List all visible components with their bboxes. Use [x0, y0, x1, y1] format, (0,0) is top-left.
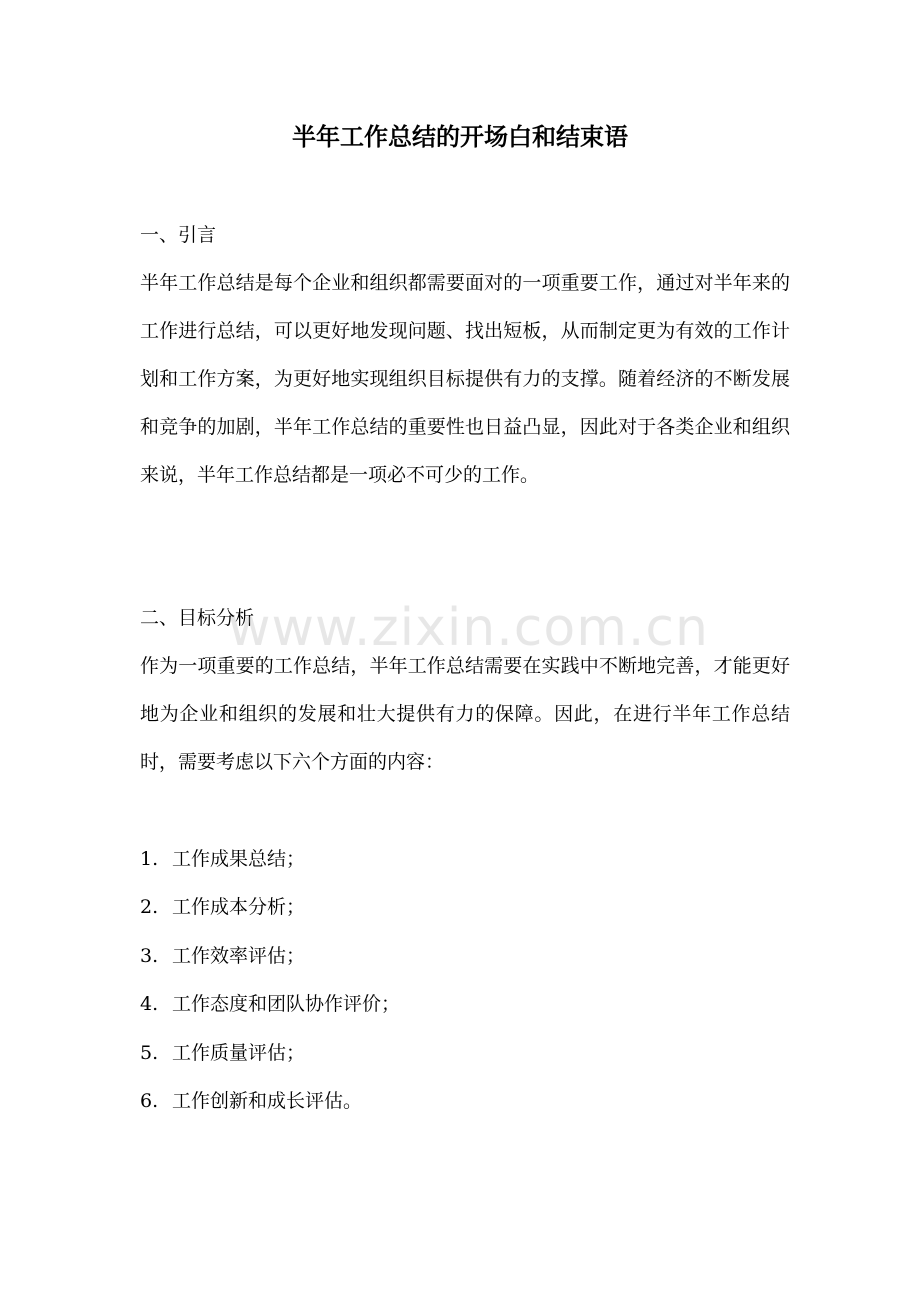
- document-title: 半年工作总结的开场白和结束语: [292, 122, 628, 151]
- list-text: 工作创新和成长评估。: [172, 1090, 363, 1113]
- list-number: 5.: [140, 1041, 159, 1064]
- list-text: 工作成果总结；: [172, 848, 306, 870]
- list-number: 4.: [140, 993, 159, 1016]
- section-heading: 二、目标分析: [140, 607, 255, 629]
- list-item: [140, 932, 790, 980]
- list-number: 1.: [140, 848, 159, 870]
- aspect-list: [140, 835, 790, 1125]
- list-text: 工作态度和团队协作评价；: [172, 993, 401, 1016]
- list-item: [140, 883, 790, 931]
- list-number: 6.: [140, 1090, 159, 1113]
- section-goal-analysis: [140, 594, 790, 786]
- list-text: 工作效率评估；: [172, 944, 306, 967]
- section-paragraph: 作为一项重要的工作总结，半年工作总结需要在实践中不断地完善，才能更好地为企业和组织的发展和壮大提供有力的保障。因此，在进行半年工作总结时，需要考虑以下六个方面的内容：: [140, 655, 790, 773]
- list-item: [140, 980, 790, 1028]
- section-paragraph: 半年工作总结是每个企业和组织都需要面对的一项重要工作，通过对半年来的工作进行总结，可以更好地发现问题、找出短板，从而制定更为有效的工作计划和工作方案，为更好地实现组织目标提供有力的支撑。随着经济的不断发展和竞争的加剧，半年工作总结的重要性也日益凸显，因此对于各类企业和组织来说，半年工作总结都是一项必不可少的工作。: [140, 272, 790, 486]
- section-heading: 一、引言: [140, 224, 217, 246]
- list-number: 3.: [140, 944, 159, 967]
- list-text: 工作成本分析；: [172, 896, 306, 919]
- watermark: www.zixin.com.cn: [228, 598, 709, 658]
- list-item: [140, 1077, 790, 1125]
- list-item: [140, 835, 790, 883]
- list-number: 2.: [140, 896, 159, 919]
- section-introduction: [140, 211, 790, 499]
- list-item: [140, 1029, 790, 1077]
- list-text: 工作质量评估；: [172, 1041, 306, 1064]
